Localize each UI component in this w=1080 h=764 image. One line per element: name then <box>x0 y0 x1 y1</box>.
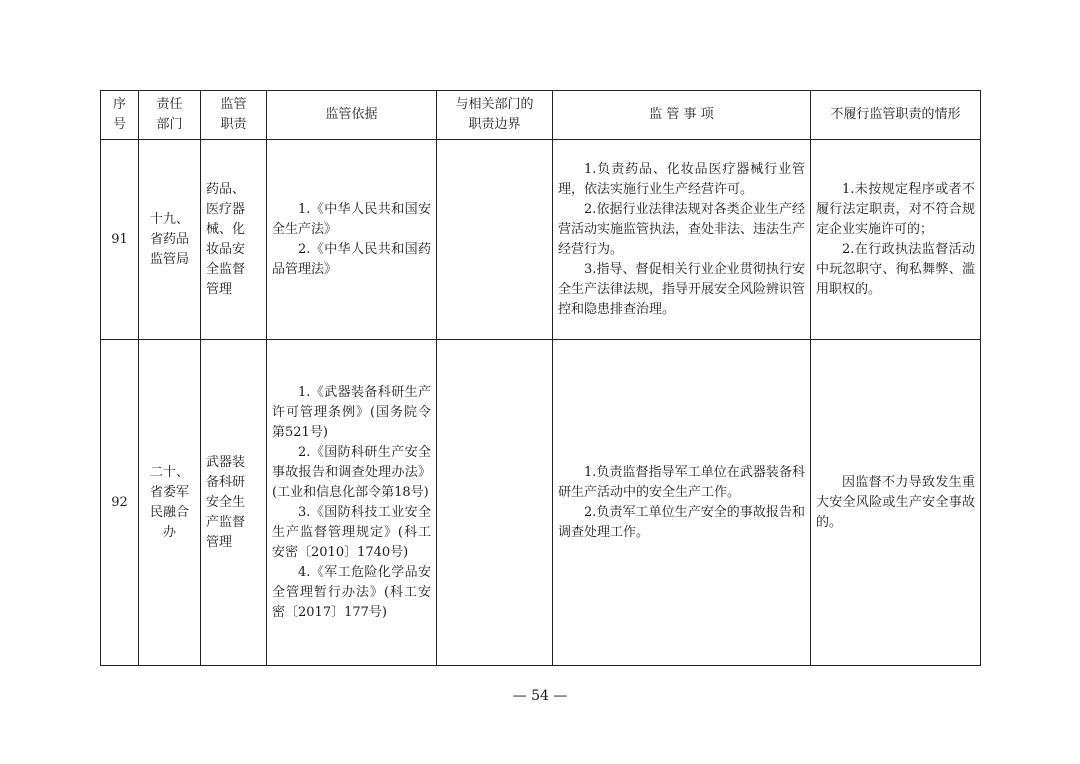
failure-entry: 2.在行政执法监督活动中玩忽职守、徇私舞弊、滥用职权的。 <box>816 241 975 297</box>
item-entry: 1.负责监督指导军工单位在武器装备科研生产活动中的安全生产工作。 <box>558 464 805 500</box>
page-number: — 54 — <box>512 688 568 704</box>
row-dept: 十九、 省药品 监管局 <box>139 140 201 340</box>
item-entry: 2.负责军工单位生产安全的事故报告和调查处理工作。 <box>558 504 805 540</box>
header-failure: 不履行监管职责的情形 <box>811 91 981 140</box>
item-entry: 3.指导、督促相关行业企业贯彻执行安全生产法律法规，指导开展安全风险辨识管控和隐患排查治理。 <box>558 261 806 317</box>
row-seq: 91 <box>101 140 139 340</box>
item-entry: 1.负责药品、化妆品医疗器械行业管理，依法实施行业生产经营许可。 <box>558 161 805 197</box>
row-failure <box>811 140 981 340</box>
header-seq: 序 号 <box>101 91 139 140</box>
row-dept: 二十、 省委军 民融合 办 <box>139 340 201 666</box>
header-boundary: 与相关部门的 职责边界 <box>437 91 553 140</box>
table-row <box>101 340 981 666</box>
basis-item: 2.《中华人民共和国药品管理法》 <box>272 241 431 277</box>
row-boundary <box>437 340 553 666</box>
row-seq: 92 <box>101 340 139 666</box>
header-duty: 监管 职责 <box>201 91 267 140</box>
row-boundary <box>437 140 553 340</box>
row-duty: 药品、 医疗器 械、化 妆品安 全监督 管理 <box>201 140 267 340</box>
header-items: 监 管 事 项 <box>553 91 811 140</box>
header-dept: 责任 部门 <box>139 91 201 140</box>
basis-item: 3.《国防科技工业安全生产监督管理规定》(科工安密〔2010〕1740号) <box>272 504 431 560</box>
header-row <box>101 91 981 140</box>
header-basis: 监管依据 <box>267 91 437 140</box>
failure-entry: 1.未按规定程序或者不履行法定职责，对不符合规定企业实施许可的； <box>816 181 975 237</box>
row-items <box>553 140 811 340</box>
basis-item: 1.《中华人民共和国安全生产法》 <box>272 201 431 237</box>
basis-item: 2.《国防科研生产安全事故报告和调查处理办法》(工业和信息化部令第18号) <box>272 444 431 500</box>
row-failure <box>811 340 981 666</box>
item-entry: 2.依据行业法律法规对各类企业生产经营活动实施监管执法，查处非法、违法生产经营行为。 <box>558 201 806 257</box>
row-basis <box>267 340 437 666</box>
row-duty: 武器装 备科研 安全生 产监督 管理 <box>201 340 267 666</box>
duty-table <box>100 90 981 666</box>
basis-item: 4.《军工危险化学品安全管理暂行办法》(科工安密〔2017〕177号) <box>272 564 431 620</box>
failure-entry: 因监督不力导致发生重大安全风险或生产安全事故的。 <box>816 474 975 530</box>
table-row <box>101 140 981 340</box>
basis-item: 1.《武器装备科研生产许可管理条例》(国务院令第521号) <box>272 384 431 440</box>
row-items <box>553 340 811 666</box>
row-basis <box>267 140 437 340</box>
